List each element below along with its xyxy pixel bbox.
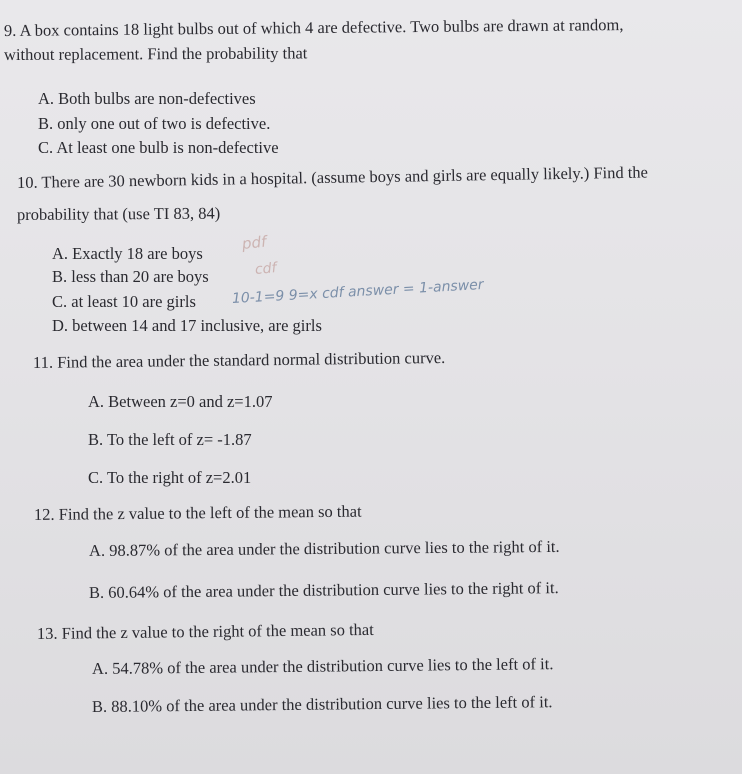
q12-option-a: A. 98.87% of the area under the distribution curve lies to the right of it. bbox=[88, 536, 560, 560]
q10-option-b: B. less than 20 are boys bbox=[52, 267, 209, 286]
q13-option-b: B. 88.10% of the area under the distribution curve lies to the left of it. bbox=[91, 692, 553, 716]
q11-option-a: A. Between z=0 and z=1.07 bbox=[88, 392, 273, 411]
q11-stem: 11. Find the area under the standard normal distribution curve. bbox=[32, 347, 446, 372]
handwritten-note-answer: 10-1=9 9=x cdf answer = 1-answer bbox=[231, 276, 484, 307]
q12-option-b: B. 60.64% of the area under the distribution curve lies to the right of it. bbox=[88, 578, 559, 602]
q10-stem-line-1: 10. There are 30 newborn kids in a hospital. (assume boys and girls are equally likely.) Find the bbox=[16, 162, 649, 192]
q9-option-a: A. Both bulbs are non-defectives bbox=[38, 89, 256, 108]
q11-option-b: B. To the left of z= -1.87 bbox=[88, 430, 252, 449]
q10-option-d: D. between 14 and 17 inclusive, are girls bbox=[52, 316, 322, 335]
q9-stem-line-1: 9. A box contains 18 light bulbs out of which 4 are defective. Two bulbs are drawn at random, bbox=[3, 15, 624, 40]
q10-option-a: A. Exactly 18 are boys bbox=[52, 244, 203, 263]
q13-option-a: A. 54.78% of the area under the distribution curve lies to the left of it. bbox=[91, 654, 554, 678]
q12-stem: 12. Find the z value to the left of the mean so that bbox=[33, 501, 362, 524]
q9-stem-line-2: without replacement. Find the probability that bbox=[3, 43, 308, 64]
handwritten-note-cdf: cdf bbox=[254, 260, 278, 278]
q9-option-c: C. At least one bulb is non-defective bbox=[38, 138, 279, 157]
q13-stem: 13. Find the z value to the right of the mean so that bbox=[36, 619, 374, 643]
q11-option-c: C. To the right of z=2.01 bbox=[88, 468, 252, 487]
q9-option-b: B. only one out of two is defective. bbox=[38, 114, 271, 133]
q10-stem-line-2: probability that (use TI 83, 84) bbox=[16, 203, 221, 224]
handwritten-note-pdf: pdf bbox=[241, 232, 268, 253]
q10-option-c: C. at least 10 are girls bbox=[52, 292, 196, 311]
